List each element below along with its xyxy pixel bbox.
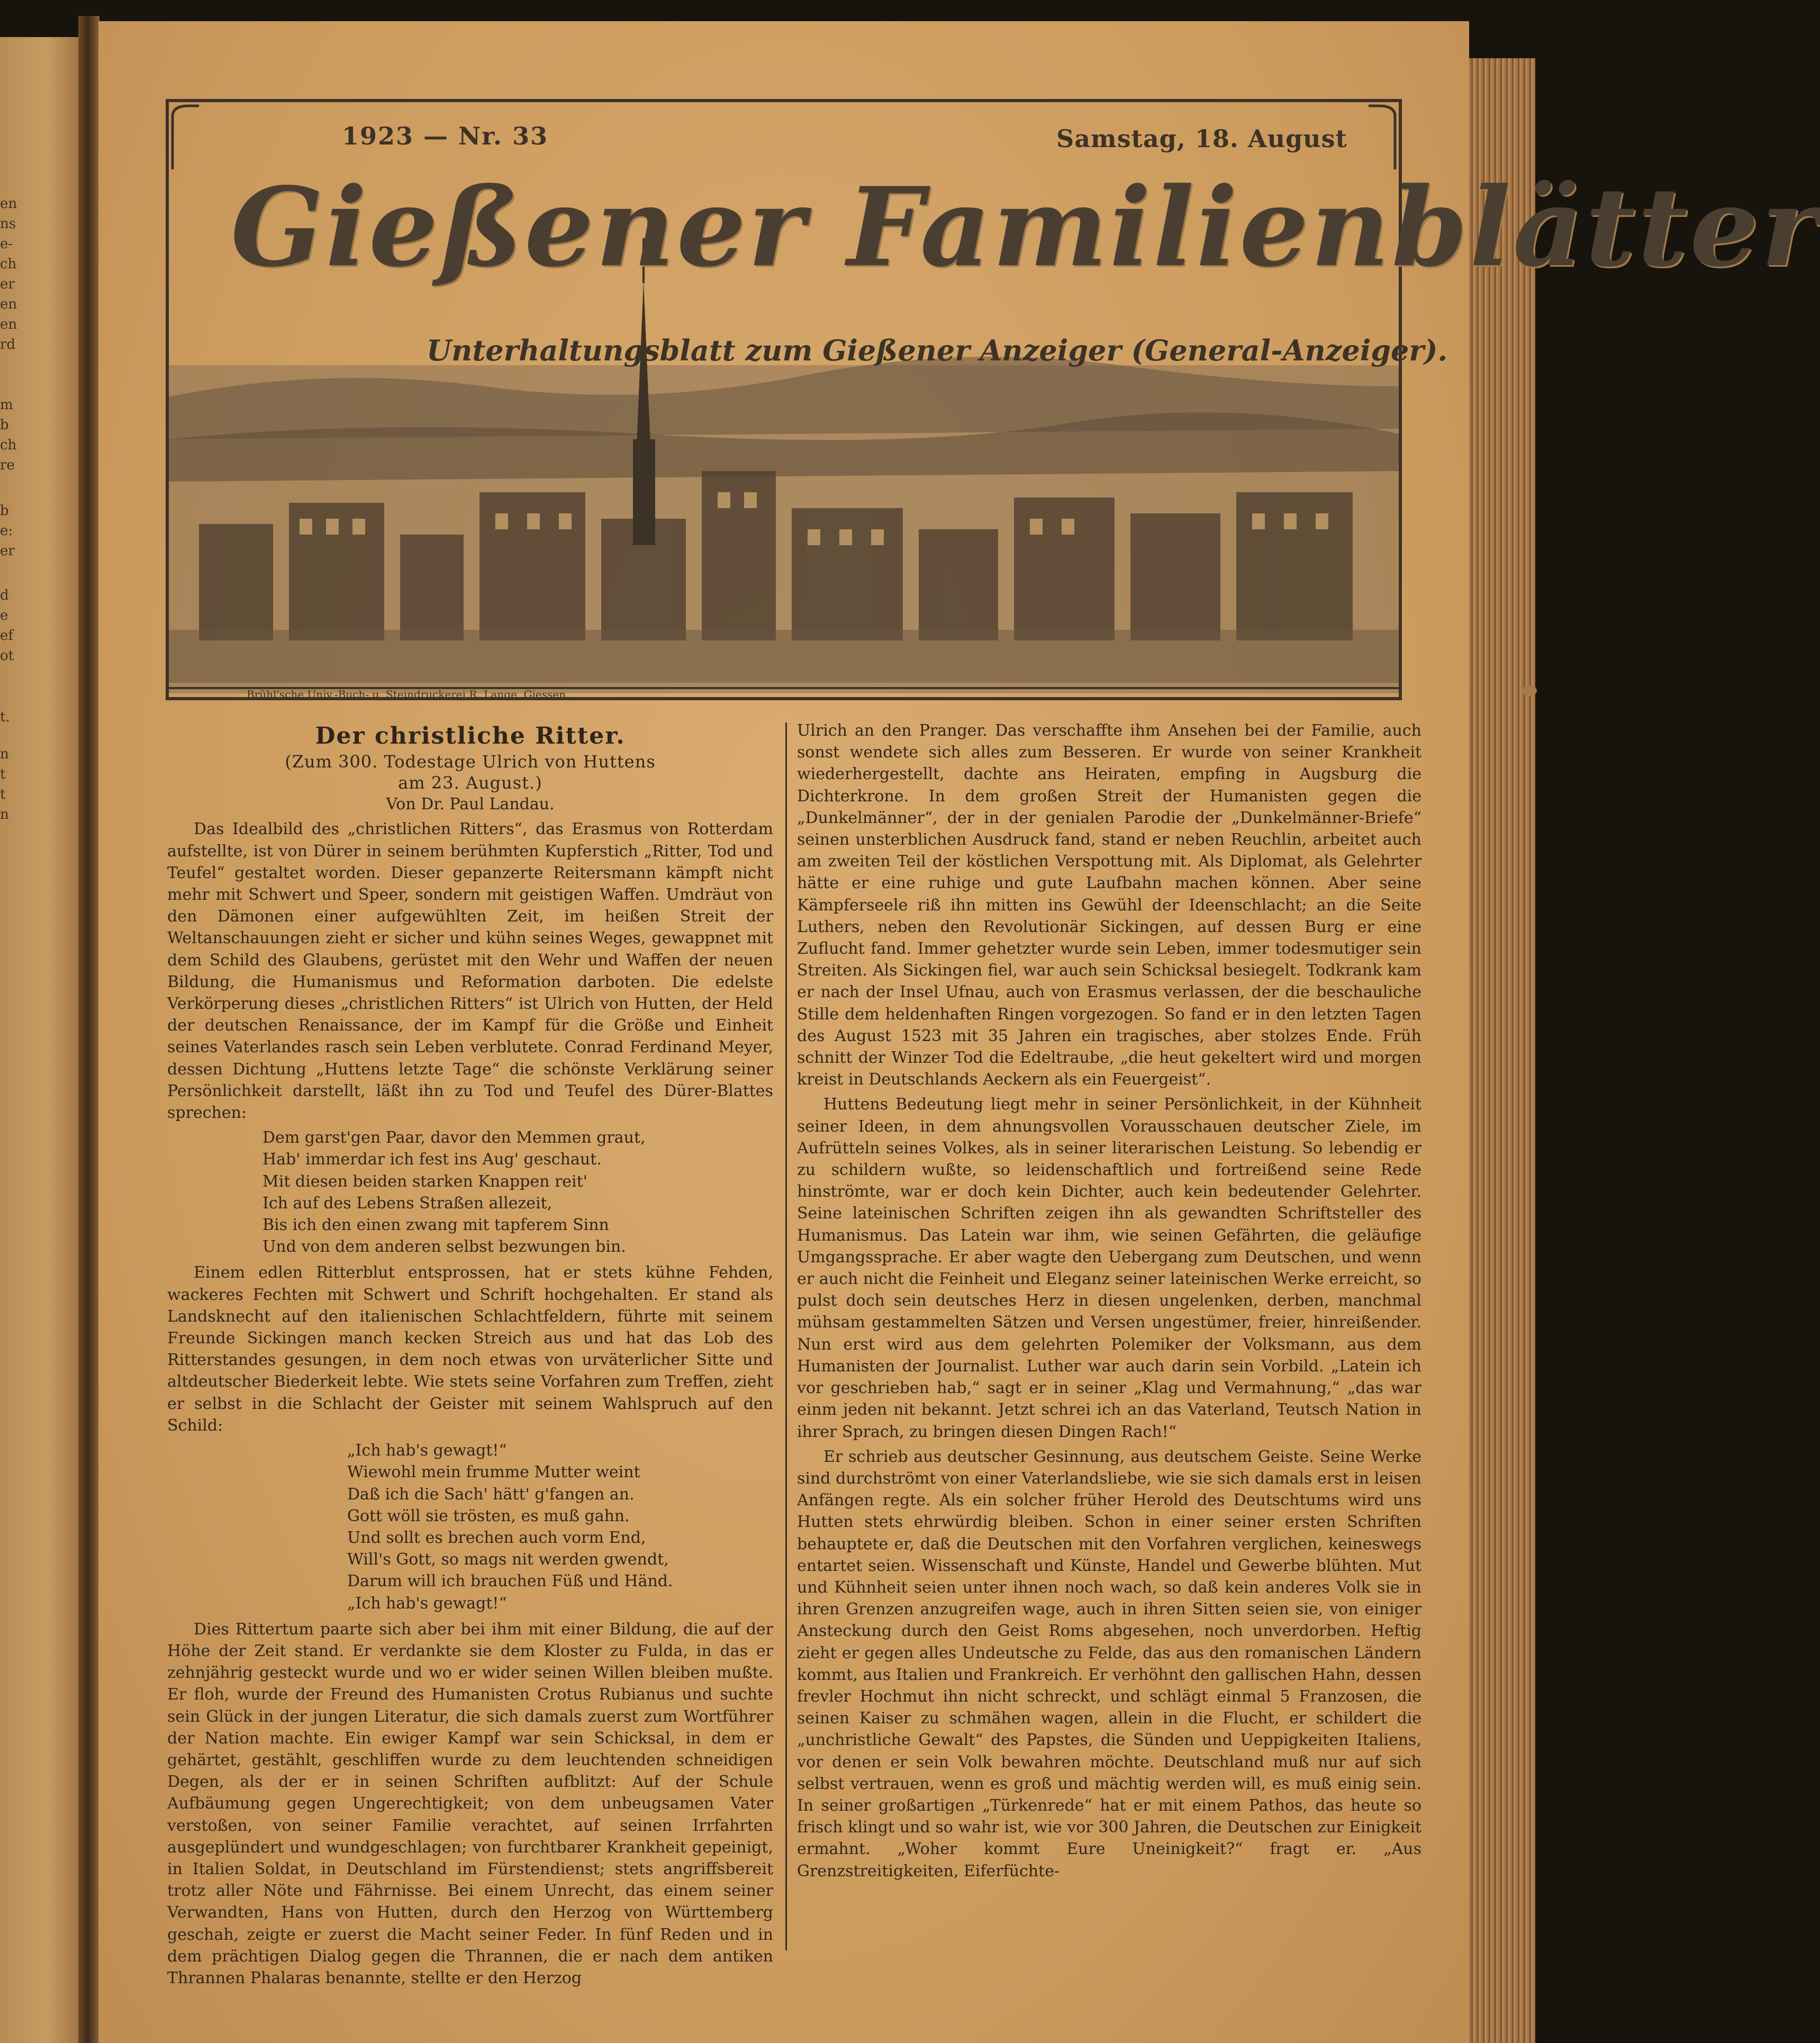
paragraph: Das Idealbild des „christlichen Ritters“, das Erasmus von Rotterdam aufstellte, ist von Dürer in seinem berühmten Kupferstich „Ritter, Tod und Teufel“ gestaltet worden. Dieser gepanzerte Reitersmann kämpft nicht mehr mit Schwert und Speer, sondern mit geistigen Waffen. Umdräut von den Dämonen einer aufgewühlten Zeit, im heißen Streit der Weltanschauungen zieht er sicher und kühn seines Weges, gewappnet mit dem Schild des Glaubens, gerüstet mit den Wehr und Waffen der neuen Bildung, die Humanismus und Reformation darboten. Die edelste Verkörperung dieses „christlichen Ritters“ ist Ulrich von Hutten, der Held der deutschen Renaissance, der im Kampf für die Größe und Einheit seines Vaterlandes rasch sein Leben verblutete. Conrad Ferdinand Meyer, dessen Dichtung „Huttens letzte Tage“ die schönste Verklärung seiner Persönlichkeit darstellt, läßt ihn zu Tod und Teufel des Dürer-Blattes sprechen:: [167, 820, 773, 1123]
fragment: ns: [0, 216, 16, 232]
fragment: d: [0, 587, 9, 603]
paragraph: Huttens Bedeutung liegt mehr in seiner Persönlichkeit, in der Kühnheit seiner Ideen, in dem ahnungsvollen Vorausschauen deutscher Ziele, im Aufrütteln seines Volkes, als in seiner literarischen Leistung. So lebendig er zu schildern wußte, so leidenschaftlich und fortreißend seine Rede hinströmte, war er doch kein Dichter, auch kein bedeutender Gelehrter. Seine lateinischen Schriften zeigen ihn als gewandten Schriftsteller des Humanismus. Das Latein war ihm, wie seinen Gefährten, die geläufige Umgangssprache. Er aber wagte den Uebergang zum Deutschen, und wenn er auch nicht die Feinheit und Eleganz seiner lateinischen Werke erreicht, so pulst doch sein deutsches Herz in diesen ungelenken, derben, manchmal mühsam gestammelten Sätzen und Versen ungestümer, freier, hinreißender. Nun erst wird aus dem gelehrten Polemiker der Volksmann, aus dem Humanisten der Journalist. Luther war auch darin sein Vorbild. „Latein ich vor geschrieben hab,“ sagt er in seiner „Klag und Vermahnung,“ „das war einm jeden nit bekannt. Jetzt schrei ich an das Vaterland, Teutsch Nation in ihrer Sprach, zu bringen diesen Dingen Rach!“: [797, 1095, 1421, 1441]
verse-line: Und von dem anderen selbst bezwungen bin.: [262, 1237, 626, 1256]
fragment: ch: [0, 437, 17, 453]
fragment: e: [0, 608, 8, 623]
paragraph: Einem edlen Ritterblut entsprossen, hat er stets kühne Fehden, wackeres Fechten mit Schwert und Schrift hochgehalten. Er stand als Landsknecht auf den italienischen Schlachtfeldern, führte mit seinem Freunde Sickingen manch kecken Streich aus und hat das Lob des Ritterstandes gesungen, in dem noch etwas von urväterlicher Sitte und altdeutscher Biederkeit lebte. Wie stets seine Vorfahren zum Treffen, zieht er selbst in die Schlacht der Geister mit seinem Wahlspruch auf den Schild:: [167, 1263, 773, 1435]
verse-line: Und sollt es brechen auch vorm End,: [347, 1528, 646, 1547]
article-author: Von Dr. Paul Landau.: [386, 795, 555, 814]
fragment: ot: [0, 648, 14, 664]
verse-line: Gott wöll sie trösten, es muß gahn.: [347, 1506, 630, 1525]
fragment: er: [0, 543, 15, 559]
paragraph: Ulrich an den Pranger. Das verschaffte ihm Ansehen bei der Familie, auch sonst wendete sich alles zum Besseren. Er wurde von seiner Krankheit wiederhergestellt, dachte ans Heiraten, empfing in Augsburg die Dichterkrone. In dem großen Streit der Humanisten gegen die „Dunkelmänner“, der in der genialen Parodie der „Dunkelmänner-Briefe“ seinen unsterblichen Ausdruck fand, stand er neben Reuchlin, arbeitet auch am zweiten Teil der köstlichen Verspottung mit. Als Diplomat, als Gelehrter hätte er eine ruhige und gute Laufbahn machen können. Aber seine Kämpferseele riß ihn mitten ins Gewühl der Ideenschlacht; an die Seite Luthers, neben den Revolutionär Sickingen, auf dessen Burg er eine Zuflucht fand. Immer gehetzter wurde sein Leben, immer todesmutiger sein Streiten. Als Sickingen fiel, war auch sein Schicksal besiegelt. Todkrank kam er nach der Insel Ufnau, auch von Erasmus verlassen, der die beschauliche Stille dem heldenhaften Ringen vorgezogen. So fand er in den letzten Tagen des August 1523 mit 35 Jahren ein tragisches, aber stolzes Ende. Früh schnitt der Winzer Tod die Edeltraube, „die heut gekeltert wird und morgen kreist in Deutschlands Aeckern als ein Feuergeist“.: [797, 721, 1421, 1089]
paragraph: Dies Rittertum paarte sich aber bei ihm mit einer Bildung, die auf der Höhe der Zeit stand. Er verdankte sie dem Kloster zu Fulda, in das er zehnjährig gesteckt wurde und wo er wider seinen Willen bleiben mußte. Er floh, wurde der Freund des Humanisten Crotus Rubianus und suchte sein Glück in der jungen Literatur, die sich damals zuerst zum Wortführer der Nation machte. Ein ewiger Kampf war sein Schicksal, in dem er gehärtet, gestählt, geschliffen wurde zu dem leuchtenden schneidigen Degen, als der er in seinen Schriften aufblitzt: Auf der Schule Aufbäumung gegen Ungerechtigkeit; von dem unbeugsamen Vater verstoßen, von seiner Familie verachtet, auf seinen Irrfahrten ausgeplündert und wundgeschlagen; von furchtbarer Krankheit gepeinigt, in Italien Soldat, in Deutschland im Fürstendienst; stets angriffsbereit trotz aller Nöte und Fährnisse. Bei einem Unrecht, das einem seiner Verwandten, Hans von Hutten, durch den Herzog von Württemberg geschah, zeigte er zuerst die Macht seiner Feder. In fünf Reden und in dem prächtigen Dialog gegen die Thrannen, die er nach dem antiken Thrannen Phalaras benannte, stellte er den Herzog: [167, 1620, 773, 1987]
fragment: er: [0, 276, 15, 292]
fragment: ch: [0, 256, 17, 272]
paragraph: Er schrieb aus deutscher Gesinnung, aus deutschem Geiste. Seine Werke sind durchströmt von einer Vaterlandsliebe, wie sie sich damals erst in leisen Anfängen regte. Als ein solcher früher Herold des Deutschtums wird uns Hutten stets ehrwürdig bleiben. Schon in einer seiner ersten Schriften behauptete er, daß die Deutschen mit den Vorfahren verglichen, keineswegs entartet seien. Wissenschaft und Künste, Handel und Gewerbe blühten. Mut und Kühnheit seien unter ihnen noch wach, so daß kein anderes Volk sie in ihren Grenzen anzugreifen wage, auch in ihren Sitten seien sie, von einiger Ansteckung durch den Geist Roms abgesehen, noch unverdorben. Heftig zieht er gegen alles Undeutsche zu Felde, das aus den romanischen Ländern kommt, aus Italien und Frankreich. Er verhöhnt den gallischen Hahn, dessen frevler Hochmut ihn nicht schreckt, und schlägt einmal 5 Franzosen, die seinen Kaiser zu schmähen wagen, allein in die Flucht, er schildert die „unchristliche Gewalt“ des Papstes, die Sünden und Ueppigkeiten Italiens, vor denen er sein Volk bewahren möchte. Deutschland muß nur auf sich selbst vertrauen, wenn es groß und mächtig werden will, es muß einig sein. In seiner großartigen „Türkenrede“ hat er mit einem Pathos, das heute so frisch klingt und so wahr ist, wie vor 300 Jahren, die Deutschen zur Einigkeit ermahnt. „Woher kommt Eure Uneinigkeit?“ fragt er. „Aus Grenzstreitigkeiten, Eiferfüchte-: [797, 1447, 1421, 1881]
book-gutter: [78, 16, 99, 2043]
verse-line: Darum will ich brauchen Füß und Händ.: [347, 1572, 673, 1591]
fragment: e:: [0, 523, 13, 539]
verse-line: Ich auf des Lebens Straßen allezeit,: [262, 1194, 553, 1213]
article-column-1: [167, 722, 773, 1992]
article-title: Der christliche Ritter.: [315, 722, 626, 749]
article-column-2: [797, 720, 1421, 1885]
issue-date: Samstag, 18. August: [1056, 124, 1347, 153]
fragment: e-: [0, 236, 13, 252]
article-subtitle: (Zum 300. Todestage Ulrich von Huttens: [285, 752, 656, 772]
verse-line: Dem garst'gen Paar, davor den Memmen graut,: [262, 1128, 646, 1147]
fragment: n: [0, 807, 9, 822]
verse-line: „Ich hab's gewagt!“: [347, 1441, 507, 1460]
verse-block: [347, 1440, 773, 1614]
fragment: t: [0, 787, 6, 802]
fragment: re: [0, 457, 15, 473]
issue-number: 1923 — Nr. 33: [342, 122, 549, 150]
fragment: en: [0, 317, 17, 332]
printer-credit: Brühl'sche Univ.-Buch- u. Steindruckerei R. Lange, Giessen: [247, 688, 566, 701]
verse-line: Mit diesen beiden starken Knappen reit': [262, 1172, 587, 1191]
verse-line: Hab' immerdar ich fest ins Aug' geschaut.: [262, 1150, 602, 1169]
verse-line: Wiewohl mein frumme Mutter weint: [347, 1463, 640, 1482]
fragment: en: [0, 196, 17, 212]
paper-stain: [1522, 685, 1537, 696]
article-subtitle: am 23. August.): [398, 773, 542, 793]
newspaper-page: [98, 21, 1820, 2043]
fragment: ef: [0, 628, 14, 644]
page-edges: [1469, 58, 1535, 2043]
newspaper-subtitle: Unterhaltungsblatt zum Gießener Anzeiger (General-Anzeiger).: [427, 333, 1448, 367]
fragment: t.: [0, 709, 10, 725]
fragment: en: [0, 296, 17, 312]
verse-line: Bis ich den einen zwang mit tapferem Sinn: [262, 1216, 609, 1235]
verse-block: [262, 1127, 773, 1258]
newspaper-title: Gießener Familienblätter: [231, 164, 1820, 291]
fragment: b: [0, 503, 9, 519]
fragment: t: [0, 766, 6, 782]
verse-line: Daß ich die Sach' hätt' g'fangen an.: [347, 1485, 635, 1504]
verse-line: „Ich hab's gewagt!“: [347, 1594, 507, 1613]
fragment: b: [0, 417, 9, 433]
fragment: m: [0, 397, 13, 413]
column-divider: [785, 722, 787, 1950]
fragment: rd: [0, 337, 16, 352]
verse-line: Will's Gott, so mags nit werden gwendt,: [347, 1550, 669, 1569]
fragment: n: [0, 746, 9, 762]
masthead: [167, 101, 1820, 701]
adjacent-page-edge: [0, 37, 78, 2043]
